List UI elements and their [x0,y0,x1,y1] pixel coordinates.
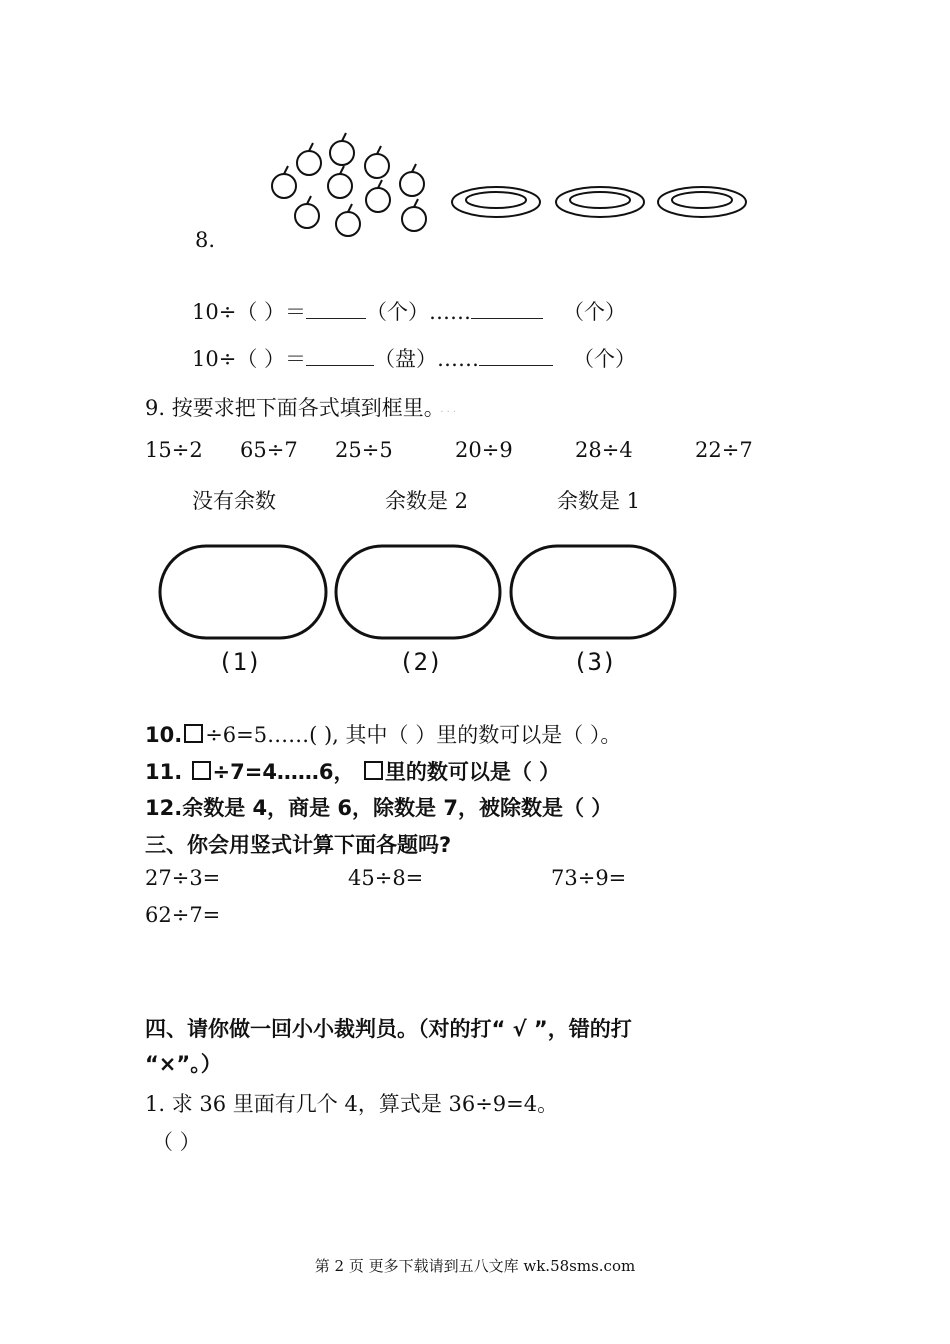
apple-icon [272,166,296,198]
answer-blank[interactable] [306,300,366,319]
q9-expression-3: 25÷5 [335,438,393,462]
apple-icon [330,133,354,165]
apple-icon [336,204,360,236]
apple-icon [400,164,424,196]
q11-text-1: ÷7=4……6， [212,760,362,784]
box-label-1: (1) [218,648,262,676]
q9-expression-4: 20÷9 [455,438,513,462]
vertical-calc-3: 73÷9= [551,866,627,890]
plate-icon [452,187,540,217]
answer-blank[interactable] [479,347,553,366]
q8-equation-1-unit: （个）…… [366,300,471,324]
q8-equation-1-prefix: 10÷（ ）＝ [192,300,306,324]
q10-number: 10. [145,723,183,747]
q9-title-text: 9. 按要求把下面各式填到框里。 [145,396,435,420]
answer-blank[interactable] [471,300,543,319]
blank-square[interactable] [192,761,211,780]
box-label-3: (3) [573,648,617,676]
q11-number: 11. [145,760,190,784]
category-remainder-2: 余数是 2 [385,489,469,513]
q8-equation-1-remainder-unit: （个） [563,300,627,324]
apple-group [272,133,426,236]
box-label-2: (2) [399,648,443,676]
judge-answer-parentheses[interactable]: （ ） [152,1130,201,1154]
q10 [145,719,621,749]
plate-icon [658,187,746,217]
stray-marks: · · · [440,407,457,418]
q8-equation-2 [192,343,636,373]
category-remainder-1: 余数是 1 [557,489,641,513]
q8-equation-2-prefix: 10÷（ ）＝ [192,347,306,371]
apple-icon [366,180,390,212]
apples-and-plates-illustration [262,128,752,246]
q11-text-2: 里的数可以是（ ） [384,760,561,784]
answer-box-2[interactable] [336,546,500,638]
q8-equation-1 [192,296,626,326]
q9-expression-6: 22÷7 [695,438,753,462]
q10-text: ÷6=5……( ), 其中（ ）里的数可以是（ ）。 [205,723,622,747]
q9-expression-2: 65÷7 [240,438,298,462]
section-4-title-line-2: “×”。） [145,1052,222,1076]
q8-number: 8. [195,228,216,252]
answer-box-3[interactable] [511,546,675,638]
blank-square[interactable] [364,761,383,780]
blank-square[interactable] [184,724,203,743]
answer-blank[interactable] [306,347,374,366]
section-3-title: 三、你会用竖式计算下面各题吗? [145,833,452,857]
q9-expression-5: 28÷4 [575,438,633,462]
q8-equation-2-remainder-unit: （个） [573,347,637,371]
q9-expression-1: 15÷2 [145,438,203,462]
category-no-remainder: 没有余数 [192,489,276,513]
section-4-question-1: 1. 求 36 里面有几个 4，算式是 36÷9=4。 [145,1092,559,1116]
plate-icon [556,187,644,217]
q8-equation-2-unit: （盘）…… [374,347,479,371]
answer-boxes [155,540,685,645]
vertical-calc-4: 62÷7= [145,903,221,927]
answer-box-1[interactable] [160,546,326,638]
vertical-calc-2: 45÷8= [348,866,424,890]
vertical-calc-1: 27÷3= [145,866,221,890]
q12: 12.余数是 4，商是 6，除数是 7，被除数是（ ） [145,796,613,820]
apple-icon [402,199,426,231]
apple-icon [295,196,319,228]
apple-icon [365,146,389,178]
page-footer: 第 2 页 更多下载请到五八文库 wk.58sms.com [314,1257,636,1275]
apple-icon [328,166,352,198]
q9-title [145,392,456,422]
q11 [145,756,560,786]
section-4-title-line-1: 四、请你做一回小小裁判员。（对的打“ √ ”，错的打 [145,1017,632,1041]
apple-icon [297,143,321,175]
